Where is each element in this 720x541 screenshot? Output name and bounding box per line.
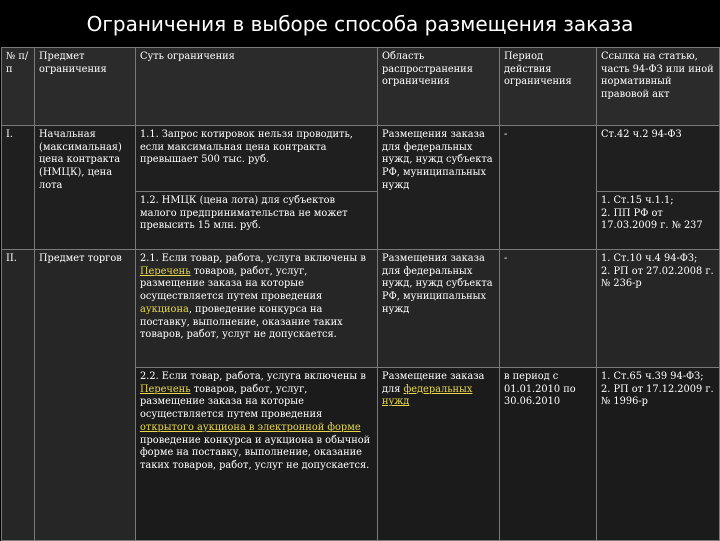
row1-scope: Размещения заказа для федеральных нужд, нужд субъекта РФ, муниципальных нужд bbox=[378, 126, 500, 250]
row1-reference-a: Ст.42 ч.2 94-ФЗ bbox=[597, 126, 720, 192]
row2-essence-a bbox=[136, 250, 378, 368]
row2-scope-a: Размещения заказа для федеральных нужд, нужд субъекта РФ, муниципальных нужд bbox=[378, 250, 500, 368]
row2-essence-a-text3: , проведение конкурса на поставку, выполнение, оказание таких товаров, работ, услуг не допускается. bbox=[140, 303, 343, 341]
row2-reference-a1: 1. Ст.10 ч.4 94-ФЗ; bbox=[601, 253, 698, 264]
header-reference: Ссылка на статью, часть 94-ФЗ или иной нормативный правовой акт bbox=[597, 48, 720, 126]
row2-essence-b bbox=[136, 368, 378, 541]
row2-essence-b-highlight: открытого аукциона в электронной форме bbox=[140, 421, 361, 433]
row1-num: I. bbox=[2, 126, 35, 250]
row2-scope-b bbox=[378, 368, 500, 541]
header-subject: Предмет ограничения bbox=[35, 48, 136, 126]
row2-reference-a2: 2. РП от 27.02.2008 г. № 236-р bbox=[601, 265, 714, 290]
row2-period-b: в период с 01.01.2010 по 30.06.2010 bbox=[500, 368, 597, 541]
header-period: Период действия ограничения bbox=[500, 48, 597, 126]
row2-scope-b-text: Размещение заказа для bbox=[382, 371, 485, 395]
row2-num: II. bbox=[2, 250, 35, 541]
row1-essence-a: 1.1. Запрос котировок нельзя проводить, если максимальная цена контракта превышает 500 тыс. руб. bbox=[136, 126, 378, 192]
row1-period: - bbox=[500, 126, 597, 250]
row2-scope-b-highlight: федеральных нужд bbox=[382, 383, 473, 408]
row1-reference-b2: 2. ПП РФ от 17.03.2009 г. № 237 bbox=[601, 207, 703, 232]
page-title: Ограничения в выборе способа размещения заказа bbox=[86, 12, 634, 36]
row2-subject: Предмет торгов bbox=[35, 250, 136, 541]
row2-essence-a-highlight: аукциона bbox=[140, 303, 189, 315]
row2-reference-b bbox=[597, 368, 720, 541]
table-row bbox=[2, 126, 720, 192]
row2-essence-b-text1: 2.2. Если товар, работа, услуга включены в bbox=[140, 371, 366, 382]
row1-subject: Начальная (максимальная) цена контракта (НМЦК), цена лота bbox=[35, 126, 136, 250]
table-row bbox=[2, 250, 720, 368]
header-num: № п/п bbox=[2, 48, 35, 126]
row2-reference-b2: 2. РП от 17.12.2009 г. № 1996-р bbox=[601, 383, 714, 408]
table-header-row bbox=[2, 48, 720, 126]
row2-reference-a bbox=[597, 250, 720, 368]
header-scope: Область распространения ограничения bbox=[378, 48, 500, 126]
restrictions-table bbox=[1, 47, 720, 541]
row2-reference-b1: 1. Ст.65 ч.39 94-ФЗ; bbox=[601, 371, 704, 382]
row2-period-a: - bbox=[500, 250, 597, 368]
row1-essence-b: 1.2. НМЦК (цена лота) для субъектов малого предпринимательства не может превысить 15 млн. руб. bbox=[136, 192, 378, 250]
row2-essence-b-text2: товаров, работ, услуг, размещение заказа на которые осуществляется путем проведения bbox=[140, 383, 323, 421]
row2-essence-a-text1: 2.1. Если товар, работа, услуга включены в bbox=[140, 253, 366, 264]
perechen-link-a[interactable]: Перечень bbox=[140, 265, 191, 277]
header-essence: Суть ограничения bbox=[136, 48, 378, 126]
row1-reference-b bbox=[597, 192, 720, 250]
row1-reference-b1: 1. Ст.15 ч.1.1; bbox=[601, 195, 674, 206]
perechen-link-b[interactable]: Перечень bbox=[140, 383, 191, 395]
row2-essence-a-text2: товаров, работ, услуг, размещение заказа на которые осуществляется путем проведения bbox=[140, 265, 323, 303]
row2-essence-b-text3: проведение конкурса и аукциона в обычной форме на поставку, выполнение, оказание таких товаров, работ, услуг не допускается. bbox=[140, 434, 371, 472]
